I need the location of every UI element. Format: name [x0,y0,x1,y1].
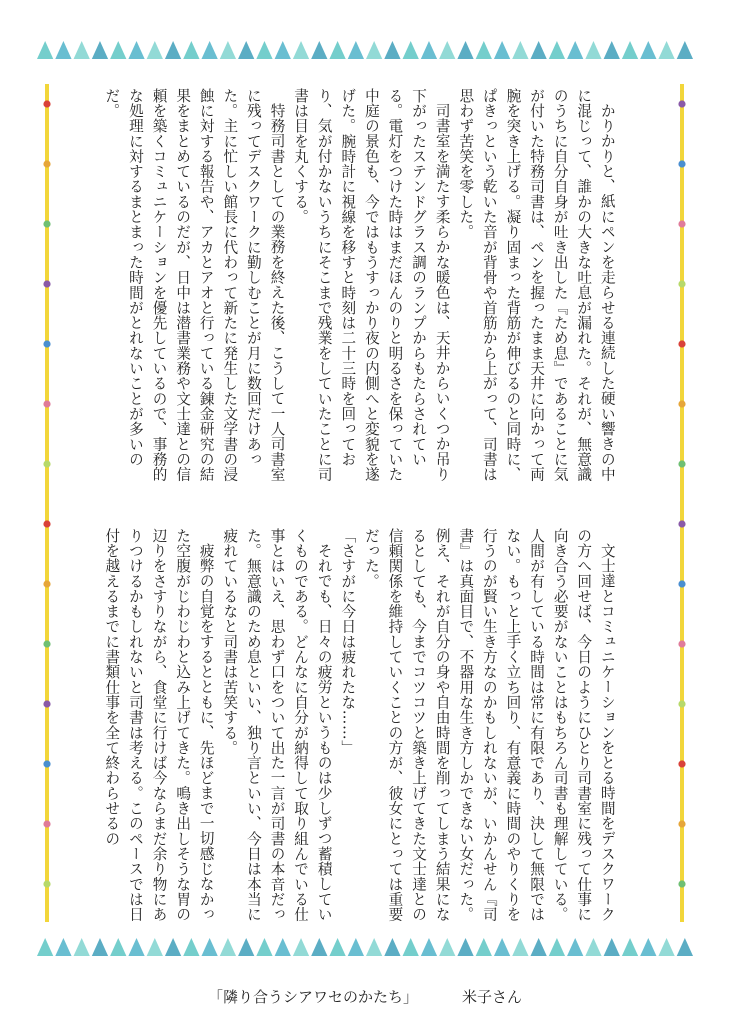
border-triangle [147,938,163,956]
border-triangle [92,41,108,59]
border-triangle [238,938,254,956]
border-triangle [585,938,601,956]
border-triangle [512,41,528,59]
border-dot [678,520,685,527]
border-dot [43,220,50,227]
border-triangle [348,938,364,956]
border-triangle [238,41,254,59]
border-triangle [37,938,53,956]
border-triangle [74,938,90,956]
border-dot [678,220,685,227]
border-triangle [256,41,272,59]
border-dot [678,280,685,287]
border-dot [43,520,50,527]
border-dot [43,400,50,407]
border-triangle [293,938,309,956]
border-triangle [275,938,291,956]
border-triangle [494,938,510,956]
border-dot [43,100,50,107]
border-dot [678,760,685,767]
border-dot [43,700,50,707]
border-triangle [677,41,693,59]
border-triangle [457,41,473,59]
border-dot [678,400,685,407]
border-triangle [128,41,144,59]
right-dotted-border [677,84,687,922]
border-triangle [293,41,309,59]
border-triangle [622,41,638,59]
border-triangle [622,938,638,956]
paragraph: 司書室を満たす柔らかな暖色は、天井からいくつか吊り下がったステンドグラス調のランプからもたらされている。電灯をつけた時はまだほんのりと明るさを保っていた中庭の景色も、今ではもうすっかり夜の内側へと変貌を遂げた。腕時計に視線を移すと時刻は二十三時を回っており、気が付かないうちにそこまで残業をしていたことに司書は目を丸くする。 [292,88,451,482]
border-dot [43,160,50,167]
border-triangle [567,938,583,956]
left-dotted-border [42,84,52,922]
border-dot [678,460,685,467]
border-triangle [183,938,199,956]
border-triangle [110,41,126,59]
border-dot [678,100,685,107]
border-triangle [476,41,492,59]
border-triangle [403,41,419,59]
border-triangle [202,41,218,59]
border-dot [43,760,50,767]
border-triangle [128,938,144,956]
border-triangle [220,41,236,59]
border-line [45,84,49,922]
border-triangle [640,938,656,956]
lower-text-block [86,528,666,926]
border-triangle [110,938,126,956]
border-dot [678,580,685,587]
border-triangle [658,938,674,956]
border-triangle [92,938,108,956]
border-dot [43,580,50,587]
paragraph: かりかりと、紙にペンを走らせる連続した硬い響きの中に混じって、誰かの大きな吐息が漏れた。それが、無意識のうちに自分自身が吐き出した『ため息』であることに気が付いた特務司書は、ペンを握ったまま天井に向かって両腕を突き上げる。凝り固まった背筋が伸びるのと同時に、ぱきっという乾いた音が背骨や首筋から上がって、司書は思わず苦笑を零した。 [457,88,616,482]
border-triangle [384,938,400,956]
border-triangle [421,938,437,956]
border-dot [43,640,50,647]
border-triangle [531,938,547,956]
border-triangle [567,41,583,59]
border-triangle [457,938,473,956]
border-triangle [658,41,674,59]
paragraph: それでも、日々の疲労というものは少しずつ蓄積していくものである。どんなに自分が納得して取り組んでいる仕事とはいえ、思わず口をついて出た一言が司書の本音だった。無意識のため息といい、独り言といい、今日は本当に疲れているなと司書は苦笑する。 [221,528,333,922]
upper-text-block [86,88,666,488]
border-triangle [147,41,163,59]
border-dot [678,160,685,167]
border-triangle [439,41,455,59]
border-triangle [640,41,656,59]
paragraph: 文士達とコミュニケーションをとる時間をデスクワークの方へ回せば、今日のようにひとり司書室に残って仕事に向き合う必要がないことはもちろん司書も理解している。人間が有している時間は常に有限であり、決して無限ではない。もっと上手く立ち回り、有意義に時間のやりくりを行うのが賢い生き方なのかもしれないが、いかんせん『司書』は真面目で、不器用な生き方しかできない女だった。例え、それが自分の身や自由時間を削ってしまう結果になるとしても、今までコツコツと築き上げてきた文士達との信頼関係を維持していくことの方が、彼女にとっては重要だった。 [362,528,616,922]
border-dot [678,820,685,827]
border-dot [43,820,50,827]
border-triangle [531,41,547,59]
border-triangle [256,938,272,956]
border-triangle [275,41,291,59]
page-footer [0,986,730,1007]
author-name: 米子さん [462,988,523,1006]
border-triangle [55,41,71,59]
paragraph: 特務司書としての業務を終えた後、こうして一人司書室に残ってデスクワークに勤しむことが月に数回だけあった。主に忙しい館長に代わって新たに発生した文学書の浸蝕に対する報告や、アカとアオと行っている錬金研究の結果をまとめているのだが、日中は潜書業務や文士達との信頼を築くコミュニケーションを優先しているので、事務的な処理に対するまとまった時間がとれないことが多いのだ。 [103,88,286,482]
border-triangle [165,41,181,59]
border-triangle [37,41,53,59]
border-dot [678,700,685,707]
border-triangle [476,938,492,956]
dialogue-line: 「さすがに今日は疲れたな……」 [339,528,357,756]
border-dot [43,460,50,467]
border-triangle [311,938,327,956]
top-triangle-border [36,40,694,60]
border-triangle [220,938,236,956]
border-triangle [585,41,601,59]
border-triangle [549,938,565,956]
paragraph: 疲弊の自覚をするとともに、先ほどまで一切感じなかった空腹がじわじわと込み上げてきた。鳴き出しそうな胃の辺りをさすりながら、食堂に行けば今ならまだ余り物にありつけるかもしれないと司書は考える。このペースでは日付を越えるまでに書類仕事を全て終わらせるの [103,528,215,922]
border-triangle [55,938,71,956]
border-dot [43,280,50,287]
border-triangle [74,41,90,59]
border-dot [678,880,685,887]
border-dot [678,640,685,647]
border-triangle [348,41,364,59]
border-triangle [165,938,181,956]
border-triangle [403,938,419,956]
bottom-triangle-border [36,937,694,957]
border-triangle [494,41,510,59]
story-title: 「隣り合うシアワセのかたち」 [207,988,418,1006]
border-dot [43,880,50,887]
border-triangle [604,938,620,956]
border-triangle [329,41,345,59]
border-line [680,84,684,922]
border-triangle [311,41,327,59]
border-triangle [421,41,437,59]
border-dot [43,340,50,347]
border-triangle [202,938,218,956]
border-triangle [604,41,620,59]
border-triangle [439,938,455,956]
border-triangle [329,938,345,956]
border-triangle [384,41,400,59]
border-triangle [183,41,199,59]
border-dot [678,340,685,347]
border-triangle [549,41,565,59]
border-triangle [366,938,382,956]
border-triangle [366,41,382,59]
border-triangle [512,938,528,956]
border-triangle [677,938,693,956]
